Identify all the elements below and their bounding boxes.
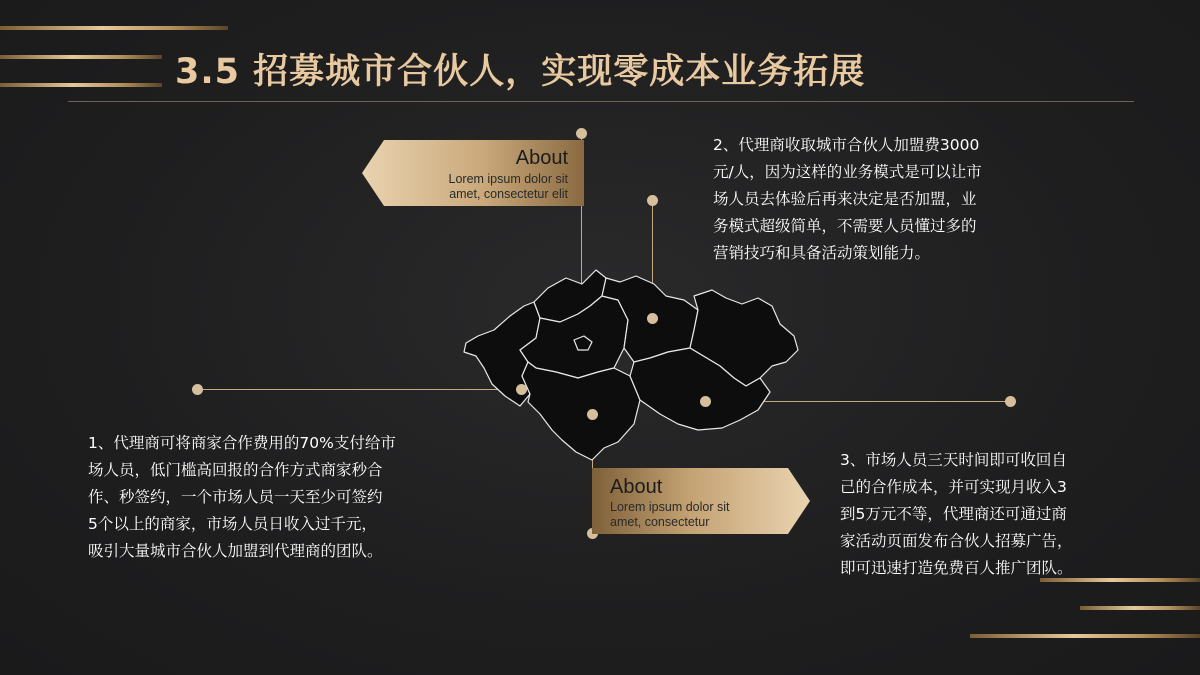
- marker-dot-top: [576, 128, 587, 139]
- point-3-line: 3、市场人员三天时间即可收回自: [840, 451, 1067, 469]
- point-2-line: 营销技巧和具备活动策划能力。: [713, 244, 931, 262]
- callout-subtext-line2: amet, consectetur elit: [449, 187, 568, 201]
- point-2-line: 务模式超级简单，不需要人员懂过多的: [713, 217, 977, 235]
- marker-dot-right: [1005, 396, 1016, 407]
- point-3-line: 家活动页面发布合伙人招募广告，: [840, 532, 1073, 550]
- point-3-text: [840, 447, 1170, 582]
- point-1-line: 1、代理商可将商家合作费用的70%支付给市: [88, 434, 396, 452]
- page-title: 3.5 招募城市合伙人，实现零成本业务拓展: [175, 52, 866, 92]
- about-callout-top: [362, 140, 584, 206]
- point-3-line: 到5万元不等，代理商还可通过商: [840, 505, 1067, 523]
- point-1-line: 吸引大量城市合伙人加盟到代理商的团队。: [88, 542, 383, 560]
- point-1-line: 场人员，低门槛高回报的合作方式商家秒合: [88, 461, 383, 479]
- callout-subtext-line2: amet, consectetur: [610, 515, 710, 529]
- marker-dot-map-east: [700, 396, 711, 407]
- marker-dot-map-south: [587, 409, 598, 420]
- callout-subtext-line1: Lorem ipsum dolor sit: [610, 500, 730, 514]
- point-2-line: 场人员去体验后再来决定是否加盟，业: [713, 190, 977, 208]
- point-1-line: 5个以上的商家，市场人员日收入过千元，: [88, 515, 377, 533]
- point-2-line: 2、代理商收取城市合伙人加盟费3000: [713, 136, 980, 154]
- point-1-line: 作、秒签约，一个市场人员一天至少可签约: [88, 488, 383, 506]
- point-3-line: 即可迅速打造免费百人推广团队。: [840, 559, 1073, 577]
- point-3-line: 己的合作成本，并可实现月收入3: [840, 478, 1067, 496]
- marker-dot-map-north: [647, 313, 658, 324]
- callout-heading: About: [515, 147, 568, 169]
- point-2-line: 元/人，因为这样的业务模式是可以让市: [713, 163, 982, 181]
- callout-subtext-line1: Lorem ipsum dolor sit: [448, 172, 568, 186]
- about-callout-bottom: [592, 468, 810, 534]
- marker-dot-upper-right: [647, 195, 658, 206]
- point-2-text: [713, 132, 1073, 267]
- marker-dot-map-west: [516, 384, 527, 395]
- point-1-text: [88, 430, 508, 565]
- marker-dot-left: [192, 384, 203, 395]
- map-region-south: [522, 362, 640, 460]
- callout-heading: About: [610, 476, 663, 498]
